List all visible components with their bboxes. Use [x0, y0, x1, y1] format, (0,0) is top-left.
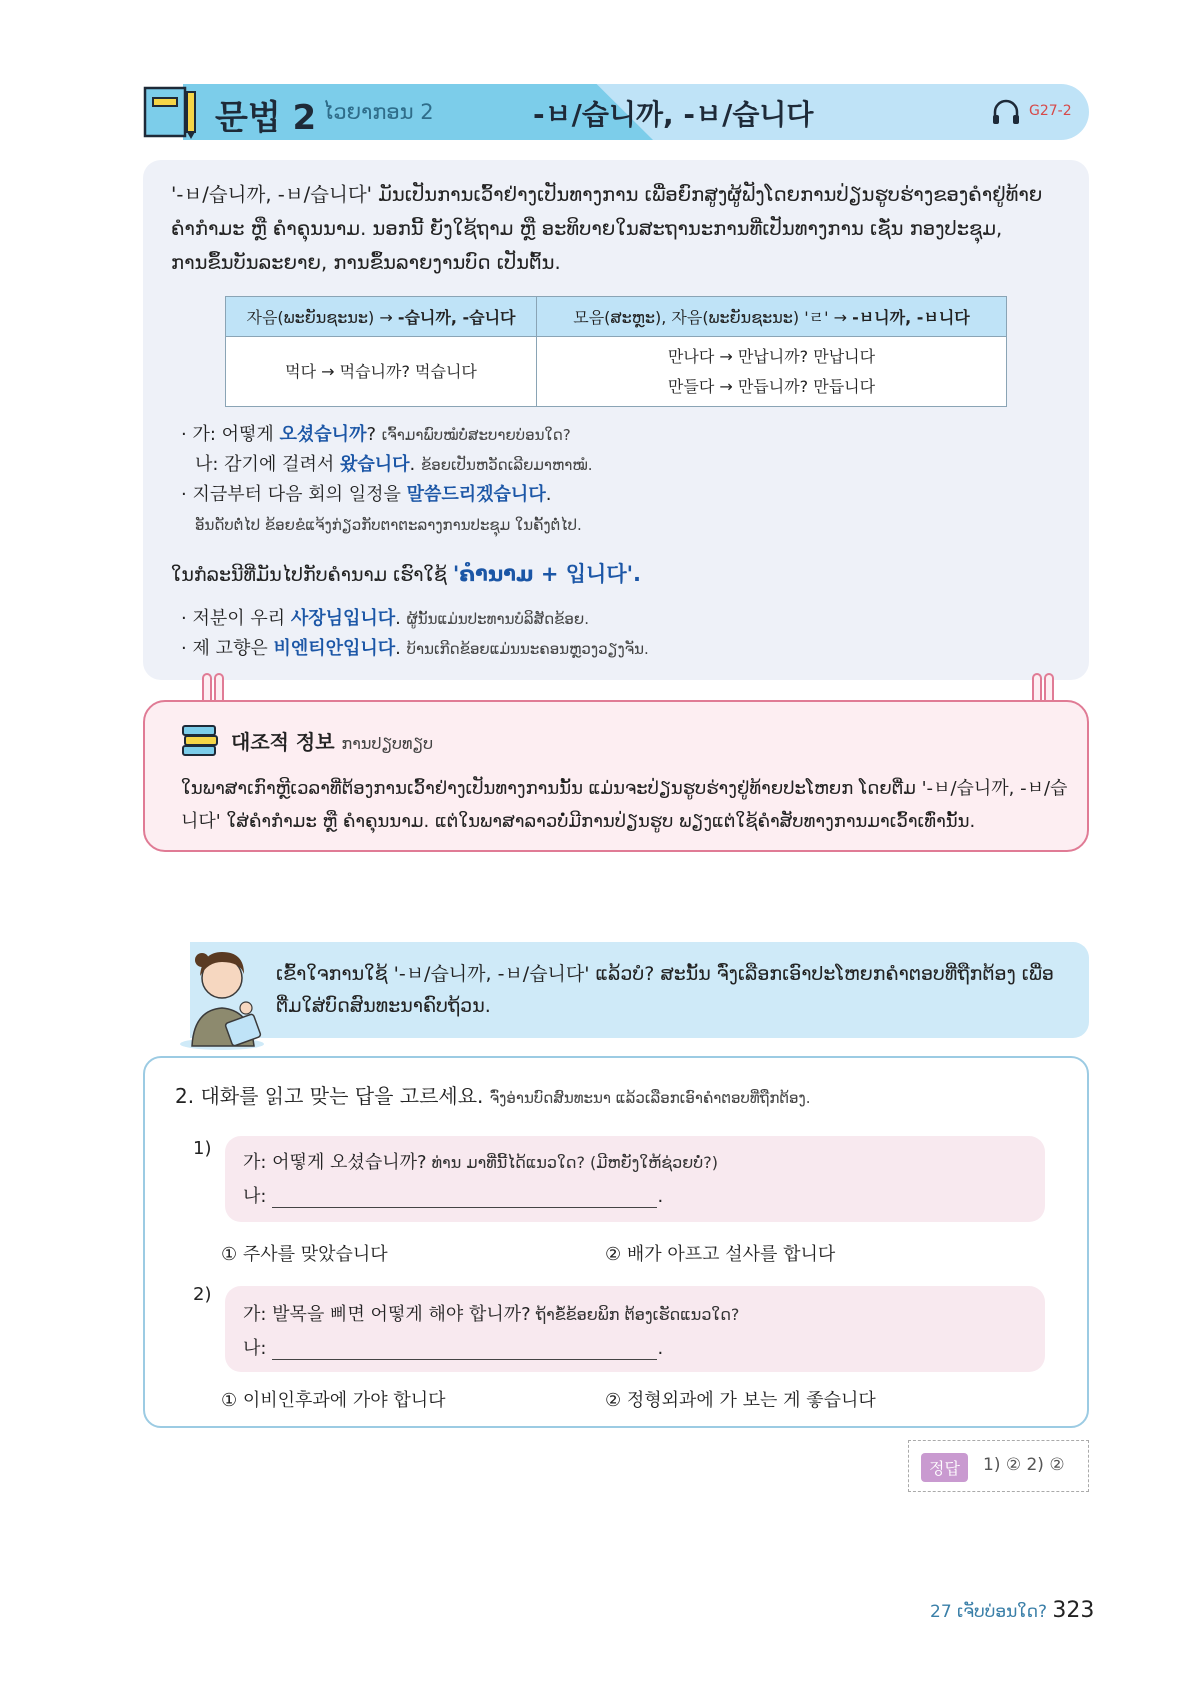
answer-blank[interactable]: [272, 1190, 657, 1208]
noun-rule: ໃນກໍລະນີທີ່ມັນໄປກັບຄຳນາມ ເຮົາໃຊ້ 'ຄຳນາມ + 입니다'.: [171, 562, 642, 586]
table-cell-vowel: 만나다 → 만납니까? 만납니다 만들다 → 만듭니까? 만듭니다: [537, 337, 1007, 407]
page-number: 323: [1052, 1598, 1095, 1623]
grammar-label: 문법 2: [215, 98, 317, 138]
question-2-dialogue: [225, 1286, 1045, 1372]
instruction-banner: [190, 942, 1089, 1038]
books-stack-icon: [181, 724, 219, 758]
example-2-lao: ອັນດັບຕໍ່ໄປ ຂ້ອຍຂໍແຈ້ງກ່ຽວກັບຕາຕະລາງການປະຊຸມ ໃນຄັ້ງຕໍ່ໄປ.: [195, 516, 582, 534]
question-2-line-b: 나: .: [243, 1338, 664, 1359]
table-cell-consonant: 먹다 → 먹습니까? 먹습니다: [226, 337, 537, 407]
conjugation-table: [225, 296, 1007, 407]
exercise-title: 2. 대화를 읽고 맞는 답을 고르세요. ຈົ່ງອ່ານບົດສົນທະນາ ແລ້ວເລືອກເອົາຄຳຕອບທີ່ຖືກຕ້ອງ.: [175, 1084, 811, 1108]
teacher-avatar-icon: [174, 938, 274, 1050]
example-1a: · 가: 어떻게 오셨습니까? ເຈົ້າມາພົບໝໍບໍ່ສະບາຍບ່ອນໃດ?: [181, 424, 571, 445]
audio-code[interactable]: G27-2: [1029, 103, 1072, 119]
grammar-intro: '-ㅂ/습니까, -ㅂ/습니다' ມັນເປັນການເວົ້າຢ່າງເປັນທາງການ ເພື່ອຍົກສູງຜູ້ຟັງໂດຍການປ່ຽນຮູບຮ່າງຂອງຄຳຢູ່ທ້າຍຄຳກຳມະ ຫຼື ຄຳຄຸນນາມ. ນອກນີ້ ຍັງໃຊ້ຖາມ ຫຼື ອະທິບາຍໃນສະຖານະການທີ່ເປັນທາງການ ເຊັ່ນ ກອງປະຊຸມ, ການຂຶ້ນບັນລະຍາຍ, ການຂຶ້ນລາຍງານບົດ ເປັນຕົ້ນ.: [171, 183, 1043, 274]
question-number: 2): [193, 1284, 212, 1305]
grammar-header: [143, 84, 1089, 140]
noun-examples: [181, 604, 649, 664]
question-1-option-2[interactable]: ② 배가 아프고 설사를 합니다: [605, 1244, 836, 1265]
contrast-info-box: [143, 700, 1089, 852]
table-header-consonant: 자음(ພະຍັນຊະນະ) → -습니까, -습니다: [226, 297, 537, 337]
contrast-title: 대조적 정보 ການປຽບທຽບ: [231, 730, 434, 754]
question-2-option-1[interactable]: ① 이비인후과에 가야 합니다: [221, 1390, 446, 1411]
answer-blank[interactable]: [272, 1342, 657, 1360]
answer-key: [908, 1440, 1089, 1492]
contrast-text: ໃນພາສາເກົາຫຼີເວລາທີ່ຕ້ອງການເວົ້າຢ່າງເປັນທາງການນັ້ນ ແມ່ນຈະປ່ຽນຮູບຮ່າງຢູ່ທ້າຍປະໂຫຍກ ໂດຍຕື່ມ '-ㅂ/습니까, -ㅂ/습니다' ໃສ່ຄຳກຳມະ ຫຼື ຄຳຄຸນນາມ. ແຕ່ໃນພາສາລາວບໍ່ມີການປ່ຽນຮູບ ພຽງແຕ່ໃຊ້ຄຳສັບທາງການມາເວົ້າເທົ່ານັ້ນ.: [181, 778, 1068, 832]
question-1-line-b: 나: .: [243, 1186, 664, 1207]
question-1-line-a: 가: 어떻게 오셨습니까? ທ່ານ ມາທີ່ນີ້ໄດ້ແນວໃດ? (ມີຫຍັງໃຫ້ຊ່ວຍບໍ່?): [243, 1152, 718, 1173]
question-2-option-2[interactable]: ② 정형외과에 가 보는 게 좋습니다: [605, 1390, 876, 1411]
question-1-option-1[interactable]: ① 주사를 맞았습니다: [221, 1244, 388, 1265]
grammar-explanation-box: [143, 160, 1089, 680]
table-header-vowel: 모음(ສະຫຼະ), 자음(ພະຍັນຊະນະ) 'ㄹ' → -ㅂ니까, -ㅂ니다: [537, 297, 1007, 337]
grammar-title: -ㅂ/습니까, -ㅂ/습니다: [533, 98, 814, 131]
question-2-line-a: 가: 발목을 삐면 어떻게 해야 합니까? ຖ້າຂໍ້ຂ້ອຍພິກ ຕ້ອງເຮັດແນວໃດ?: [243, 1304, 740, 1325]
grammar-label-lao: ໄວຍາກອນ 2: [323, 100, 434, 124]
exercise-box: [143, 1056, 1089, 1428]
book-icon: [143, 84, 199, 140]
question-number: 1): [193, 1138, 212, 1159]
example-1b: 나: 감기에 걸려서 왔습니다. ຂ້ອຍເປັນຫວັດເລີຍມາຫາໝໍ.: [195, 454, 593, 475]
example-4: · 제 고향은 비엔티안입니다. ບ້ານເກີດຂ້ອຍແມ່ນນະຄອນຫຼວງວຽງຈັນ.: [181, 638, 649, 659]
question-1-dialogue: [225, 1136, 1045, 1222]
instruction-text: ເຂົ້າໃຈການໃຊ້ '-ㅂ/습니까, -ㅂ/습니다' ແລ້ວບໍ? ສະນັ້ນ ຈົ່ງເລືອກເອົາປະໂຫຍກຄຳຕອບທີ່ຖືກຕ້ອງ ເພື່ອຕື່ມໃສ່ບົດສົນທະນາຄົບຖ້ວນ.: [276, 963, 1054, 1017]
answer-tag: 정답: [921, 1453, 968, 1482]
example-3: · 저분이 우리 사장님입니다. ຜູ້ນັ້ນແມ່ນປະທານບໍລິສັດຂ້ອຍ.: [181, 608, 589, 629]
page-footer: 27 ເຈັບບ່ອນໃດ? 323: [930, 1598, 1095, 1623]
grammar-examples: [181, 420, 1041, 540]
example-2: · 지금부터 다음 회의 일정을 말씀드리겠습니다.: [181, 484, 552, 505]
answer-value: 1) ② 2) ②: [983, 1455, 1065, 1475]
headphones-icon[interactable]: [991, 98, 1021, 126]
